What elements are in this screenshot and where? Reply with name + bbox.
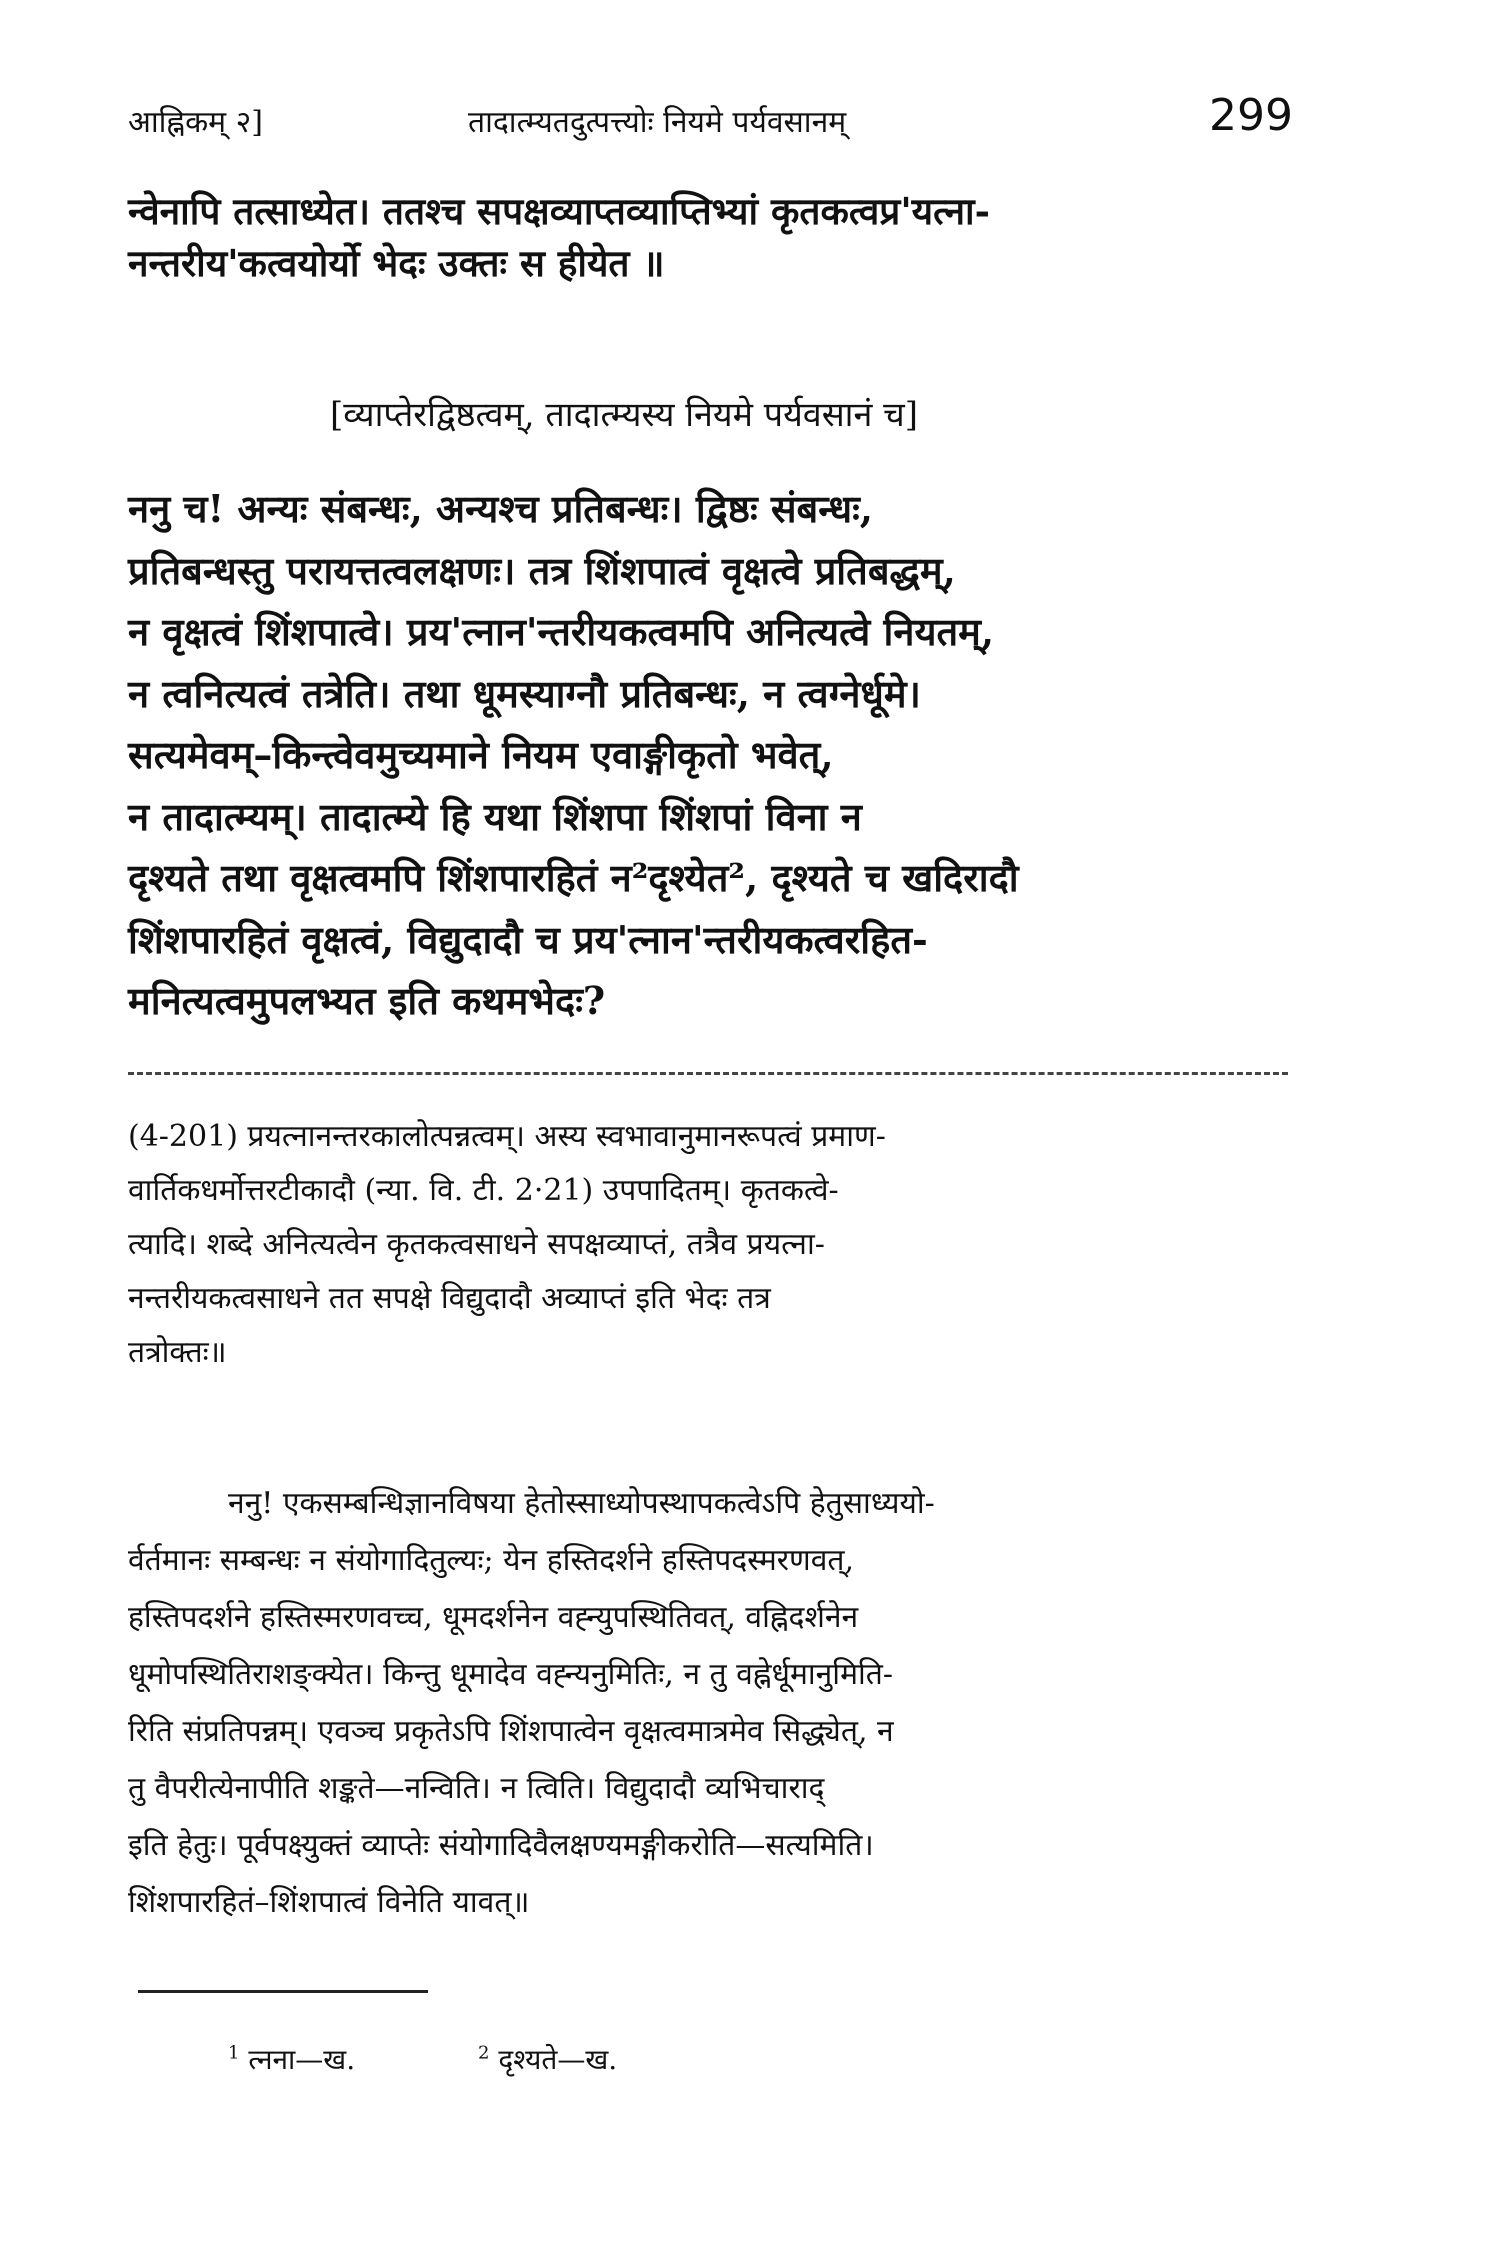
text-line: तु वैपरीत्येनापीति शङ्कते—नन्विति। न त्विति। विद्युदादौ व्यभिचाराद् <box>128 1771 825 1806</box>
text-line: प्रतिबन्धस्तु परायत्तत्वलक्षणः। तत्र शिंशपात्वं वृक्षत्वे प्रतिबद्धम्, <box>128 547 956 593</box>
text-line: न त्वनित्यत्वं तत्रेति। तथा धूमस्याग्नौ प्रतिबन्धः, न त्वग्नेर्धूमे। <box>128 670 921 716</box>
text-line: न्वेनापि तत्साध्येत। ततश्च सपक्षव्याप्तव्याप्तिभ्यां कृतकत्वप्र'यत्ना- <box>128 189 990 233</box>
footnote-rule <box>138 1990 428 1993</box>
section-heading: [व्याप्तेरद्विष्ठत्वम्, तादात्म्यस्य नियमे पर्यवसानं च] <box>330 395 919 435</box>
text-line: न तादात्म्यम्। तादात्म्ये हि यथा शिंशपा शिंशपां विना न <box>128 793 862 839</box>
main-paragraph <box>128 478 1288 1032</box>
text-line: इति हेतुः। पूर्वपक्ष्युक्तं व्याप्तेः संयोगादिवैलक्षण्यमङ्गीकरोति—सत्यमिति। <box>128 1828 874 1863</box>
commentary-paragraph <box>128 1475 1288 1931</box>
text-line: सत्यमेवम्–किन्त्वेवमुच्यमाने नियम एवाङ्गीकृतो भवेत्, <box>128 732 834 777</box>
text-line: रिति संप्रतिपन्नम्। एवञ्च प्रकृतेऽपि शिंशपात्वेन वृक्षत्वमात्रमेव सिद्ध्येत्, न <box>128 1714 894 1749</box>
text-line: तत्रोक्तः॥ <box>128 1335 227 1370</box>
text-line: (4-201) प्रयत्नानन्तरकालोत्पन्नत्वम्। अस्य स्वभावानुमानरूपत्वं प्रमाण- <box>128 1119 886 1154</box>
text-line: शिंशपारहितं–शिंशपात्वं विनेति यावत्॥ <box>128 1885 530 1920</box>
opening-paragraph <box>128 185 1288 289</box>
text-line: मनित्यत्वमुपलभ्यत इति कथमभेदः? <box>128 978 606 1023</box>
text-line: हस्तिपदर्शने हस्तिस्मरणवच्च, धूमदर्शनेन वह्न्युपस्थितिवत्, वह्निदर्शनेन <box>128 1600 859 1635</box>
header-chapter: आह्निकम् २] <box>128 105 263 140</box>
text-line: वार्तिकधर्मोत्तरटीकादौ (न्या. वि. टी. 2·21) उपपादितम्। कृतकत्वे- <box>128 1173 839 1208</box>
text-line: ननु! एकसम्बन्धिज्ञानविषया हेतोस्साध्योपस्थापकत्वेऽपि हेतुसाध्ययो- <box>228 1486 935 1521</box>
separator-dashed <box>128 1072 1288 1075</box>
text-line: नन्तरीय'कत्वयोर्यो भेदः उक्तः स हीयेत ॥ <box>128 241 665 285</box>
footnote-text: दृश्यते—ख. <box>498 2043 618 2076</box>
text-line: दृश्यते तथा वृक्षत्वमपि शिंशपारहितं न²दृश्येत², दृश्यते च खदिरादौ <box>128 855 1019 900</box>
text-line: न वृक्षत्वं शिंशपात्वे। प्रय'त्नान'न्तरीयकत्वमपि अनित्यत्वे नियतम्, <box>128 609 995 654</box>
text-line: शिंशपारहितं वृक्षत्वं, विद्युदादौ च प्रय'त्नान'न्तरीयकत्वरहित- <box>128 916 928 962</box>
footnote-text: त्नना—ख. <box>248 2043 356 2076</box>
text-line: र्वर्तमानः सम्बन्धः न संयोगादितुल्यः; येन हस्तिदर्शने हस्तिपदस्मरणवत्, <box>128 1543 855 1578</box>
footnote-2 <box>478 2040 617 2078</box>
page-number: 299 <box>1209 90 1293 141</box>
text-line: धूमोपस्थितिराशङ्क्येत। किन्तु धूमादेव वह्न्यनुमितिः, न तु वह्नेर्धूमानुमिति- <box>128 1657 894 1692</box>
running-header <box>128 90 1293 150</box>
header-title: तादात्म्यतदुत्पत्त्योः नियमे पर्यवसानम् <box>468 105 847 140</box>
text-line: ननु च! अन्यः संबन्धः, अन्यश्च प्रतिबन्धः। द्विष्ठः संबन्धः, <box>128 486 874 531</box>
footnote-mark: 2 <box>478 2042 490 2064</box>
footnote-mark: 1 <box>228 2042 240 2064</box>
text-line: नन्तरीयकत्वसाधने तत सपक्षे विद्युदादौ अव्याप्तं इति भेदः तत्र <box>128 1281 771 1316</box>
commentary-note <box>128 1110 1288 1380</box>
footnote-1 <box>228 2040 355 2078</box>
text-line: त्यादि। शब्दे अनित्यत्वेन कृतकत्वसाधने सपक्षव्याप्तं, तत्रैव प्रयत्ना- <box>128 1227 825 1262</box>
